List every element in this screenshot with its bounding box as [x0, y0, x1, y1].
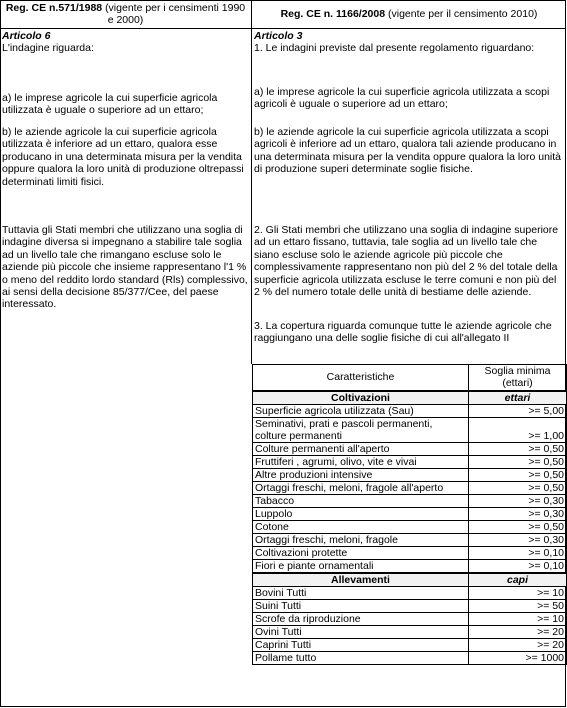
column-divider [251, 0, 252, 364]
row-label: Cotone [253, 520, 469, 533]
table-row [253, 533, 567, 546]
left-header-title: Reg. CE n.571/1988 [5, 2, 103, 14]
row-label: Suini Tutti [253, 599, 469, 612]
section-unit: ettari [469, 391, 567, 405]
table-row [253, 507, 567, 520]
table-row [253, 625, 567, 638]
section-row-crops [253, 391, 567, 405]
right-item-a: a) le imprese agricole la cui superficie agricola utilizzata a scopi agricoli è uguale o superiore ad un ettaro; [254, 86, 550, 111]
col-header-threshold: Soglia minima (ettari) [469, 365, 567, 391]
right-header-note: (vigente per il censimento 2010) [387, 8, 538, 20]
row-value: >= 0,30 [469, 507, 567, 520]
row-label: Caprini Tutti [253, 638, 469, 651]
section-label: Coltivazioni [253, 391, 469, 405]
row-value: >= 0,30 [469, 533, 567, 546]
table-header-row [253, 365, 567, 391]
row-value: >= 20 [469, 638, 567, 651]
row-value: >= 0,10 [469, 546, 567, 559]
row-label: Altre produzioni intensive [253, 468, 469, 481]
row-value: >= 0,10 [469, 559, 567, 573]
right-column [254, 30, 564, 55]
row-value: >= 0,50 [469, 455, 567, 468]
row-label: Tabacco [253, 494, 469, 507]
row-value: >= 10 [469, 612, 567, 625]
right-article-title: Articolo 3 [254, 30, 303, 42]
table-row [253, 651, 567, 664]
table-row [253, 455, 567, 468]
row-value: >= 0,50 [469, 481, 567, 494]
section-row-livestock [253, 573, 567, 587]
left-intro: L'indagine riguarda: [2, 42, 94, 55]
table-row [253, 468, 567, 481]
row-label: Fiori e piante ornamentali [253, 559, 469, 573]
section-label: Allevamenti [253, 573, 469, 587]
row-value: >= 1,00 [469, 417, 567, 442]
left-header [0, 0, 251, 28]
row-label: Fruttiferi , agrumi, olivo, vite e vivai [253, 455, 469, 468]
table-row [253, 442, 567, 455]
right-para-3: 3. La copertura riguarda comunque tutte le aziende agricole che raggiungano una delle soglie fisiche di cui all'allegato II [254, 320, 552, 345]
left-column [2, 30, 248, 55]
row-label: Pollame tutto [253, 651, 469, 664]
row-value: >= 0,30 [469, 494, 567, 507]
right-item-b: b) le aziende agricole la cui superficie agricola utilizzata a scopi agricoli è inferiore ad un ettaro, qualora tali aziende producano in una determinata misura per la vendita oppure qualora la loro unità di produzione superi determinate soglie fisiche. [254, 126, 562, 176]
row-label: Colture permanenti all'aperto [253, 442, 469, 455]
col-header-characteristics: Caratteristiche [253, 365, 469, 391]
table-row [253, 612, 567, 625]
table-row [253, 586, 567, 599]
left-item-b: b) le aziende agricole la cui superficie agricola utilizzata è inferiore ad un ettaro, qualora esse producano in una determinata misura per la vendita oppure qualora la loro unità di produzione oltrepassi determinati limiti fisici. [2, 126, 244, 188]
row-label: Seminativi, prati e pascoli permanenti, colture permanenti [253, 417, 469, 442]
row-value: >= 50 [469, 599, 567, 612]
table-row [253, 599, 567, 612]
row-label: Ortaggi freschi, meloni, fragole all'aperto [253, 481, 469, 494]
left-item-c: Tuttavia gli Stati membri che utilizzano una soglia di indagine diversa si impegnano a stabilire tale soglia ad un livello tale che rimangano escluse solo le aziende più piccole che insieme rappresentano l'1 % o meno del reddito lordo standard (Rls) complessivo, ai sensi della decisione 85/377/Cee, del paese interessato. [2, 224, 248, 311]
row-label: Superficie agricola utilizzata (Sau) [253, 404, 469, 417]
right-header [252, 0, 566, 28]
row-label: Luppolo [253, 507, 469, 520]
row-label: Ovini Tutti [253, 625, 469, 638]
row-value: >= 0,50 [469, 442, 567, 455]
row-value: >= 10 [469, 586, 567, 599]
table-row [253, 404, 567, 417]
row-label: Ortaggi freschi, meloni, fragole [253, 533, 469, 546]
row-label: Scrofe da riproduzione [253, 612, 469, 625]
row-value: >= 5,00 [469, 404, 567, 417]
table-row [253, 638, 567, 651]
row-label: Coltivazioni protette [253, 546, 469, 559]
left-item-a: a) le imprese agricole la cui superficie agricola utilizzata è uguale o superiore ad un ettaro; [2, 92, 218, 117]
table-row [253, 494, 567, 507]
row-value: >= 0,50 [469, 468, 567, 481]
right-para-1: 1. Le indagini previste dal presente regolamento riguardano: [254, 42, 535, 55]
row-value: >= 0,50 [469, 520, 567, 533]
right-para-2: 2. Gli Stati membri che utilizzano una soglia di indagine superiore ad un ettaro fissano, tuttavia, tale soglia ad un livello tale che siano escluse solo le aziende agricole più piccole che complessivamente rappresentano non più del 2 % del totale della superficie agricola utilizzata escluse le terre comuni e non più del 2 % del numero totale delle unità di bestiame delle aziende. [254, 224, 559, 299]
row-value: >= 20 [469, 625, 567, 638]
table-row [253, 559, 567, 573]
left-header-note: (vigente per i censimenti 1990 e 2000) [105, 2, 246, 26]
table-row [253, 546, 567, 559]
left-article-title: Articolo 6 [2, 30, 51, 42]
table-row [253, 417, 567, 442]
row-label: Bovini Tutti [253, 586, 469, 599]
section-unit: capi [469, 573, 567, 587]
right-header-title: Reg. CE n. 1166/2008 [280, 8, 386, 20]
row-value: >= 1000 [469, 651, 567, 664]
table-row [253, 481, 567, 494]
header-divider [0, 28, 566, 29]
table-row [253, 520, 567, 533]
thresholds-table [252, 364, 567, 665]
